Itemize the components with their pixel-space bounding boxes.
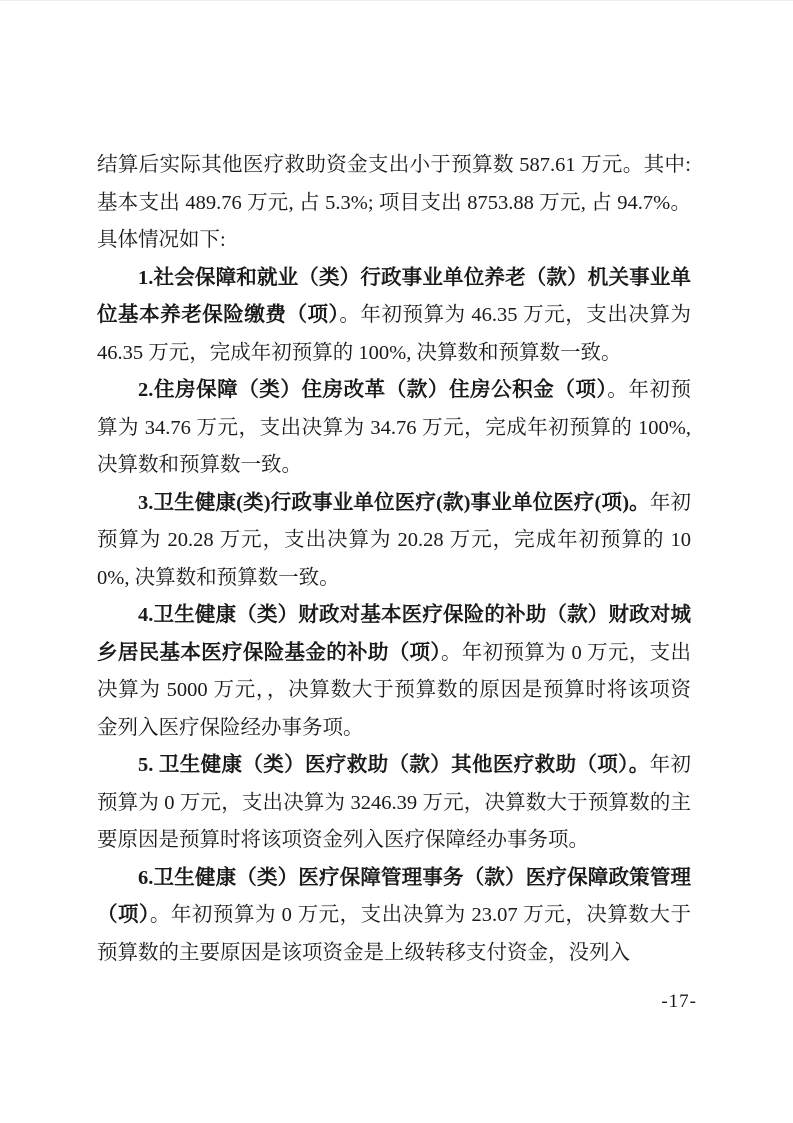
paragraph-item-1 (97, 260, 691, 373)
page-number: -17- (661, 991, 697, 1012)
paragraph-item-3 (97, 485, 691, 598)
document-body (97, 147, 691, 972)
paragraph-intro: 结算后实际其他医疗救助资金支出小于预算数 587.61 万元。其中: 基本支出 489.76 万元, 占 5.3%; 项目支出 8753.88 万元, 占 94.7%。具体情况如下: (97, 154, 691, 251)
item-4-body: 。年初预算为 0 万元，支出决算为 5000 万元，，决算数大于预算数的原因是预算时将该项资金列入医疗保险经办事务项。 (97, 641, 692, 739)
item-5-body: 年初预算为 0 万元，支出决算为 3246.39 万元，决算数大于预算数的主要原因是预算时将该项资金列入医疗保障经办事务项。 (97, 754, 691, 851)
item-3-body: 年初预算为 20.28 万元，支出决算为 20.28 万元，完成年初预算的 100%, 决算数和预算数一致。 (97, 491, 691, 589)
item-6-body: 。年初预算为 0 万元，支出决算为 23.07 万元，决算数大于预算数的主要原因是该项资金是上级转移支付资金，没列入 (97, 904, 691, 964)
paragraph-item-5 (97, 747, 691, 860)
item-5-heading: 5. 卫生健康（类）医疗救助（款）其他医疗救助（项）。 (138, 754, 650, 776)
item-3-heading: 3.卫生健康(类)行政事业单位医疗(款)事业单位医疗(项)。 (138, 491, 650, 514)
item-6-heading: 6.卫生健康（类）医疗保障管理事务（款）医疗保障政策管理（项） (97, 866, 691, 926)
item-2-body: 。年初预算为 34.76 万元，支出决算为 34.76 万元，完成年初预算的 100%, 决算数和预算数一致。 (97, 379, 692, 476)
paragraph-item-4 (97, 597, 691, 747)
item-1-body: 。年初预算为 46.35 万元，支出决算为 46.35 万元，完成年初预算的 100%, 决算数和预算数一致。 (97, 304, 692, 364)
paragraph-item-6 (97, 860, 691, 973)
item-1-heading: 1.社会保障和就业（类）行政事业单位养老（款）机关事业单位基本养老保险缴费（项） (97, 266, 691, 326)
paragraph-item-2 (97, 372, 691, 485)
item-2-heading: 2.住房保障（类）住房改革（款）住房公积金（项） (138, 379, 608, 401)
item-4-heading: 4.卫生健康（类）财政对基本医疗保险的补助（款）财政对城乡居民基本医疗保险基金的补助（项） (97, 604, 691, 664)
